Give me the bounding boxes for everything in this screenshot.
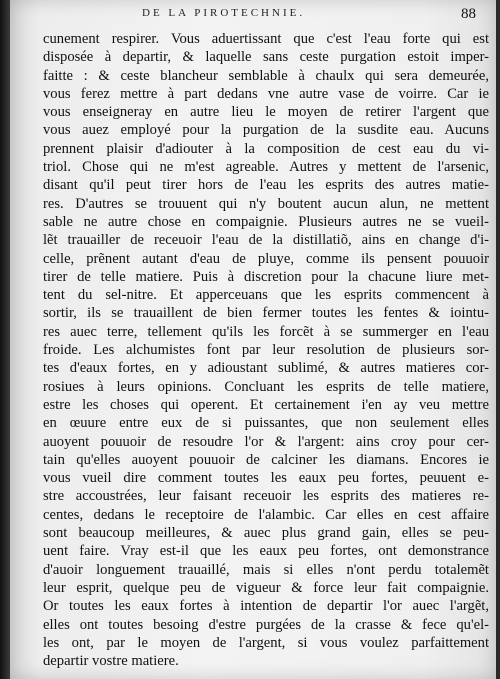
text-line-last: departir vostre matiere. [43,653,179,670]
text-line: prennent plaisir d'adiouter à la composition de cest eau du vi- [43,140,489,157]
body-text [43,30,489,670]
text-line: auoyent pouuoir de resoudre l'or & l'argent: ains croy pour cer- [43,433,489,450]
text-line: stre accoustrées, leur faisant receuoir les esprits des matieres re- [43,488,489,505]
text-line: celle, prẽnent autant d'eau de pluye, comme ils pensent pouuoir [43,250,489,267]
text-line: cunement respirer. Vous aduertissant que c'est l'eau forte qui est [43,31,489,47]
text-line: tirer de telle matiere. Puis à discretion pour la chacune liure met- [43,268,489,285]
text-line: lẽt trauailler de receuoir l'eau de la distillatiõ, ains en change d'i- [43,232,489,249]
text-line: uent faire. Vray est-il que les eaux peu fortes, ont demonstrance [43,543,489,560]
text-line: tain qu'elles auoyent pouuoir de calciner les diamans. Encores ie [43,451,489,468]
text-line: froide. Les alchumistes font par leur resolution de plusieurs sor- [43,342,489,359]
text-line: Or toutes les eaux fortes à intention de departir l'or auec l'argẽt, [43,598,489,615]
running-head: DE LA PIROTECHNIE. [142,7,306,19]
text-line: elles ont toutes besoing d'estre purgées de la crasse & fece qu'el- [43,616,489,633]
text-line: leur esprit, quelque peu de vigueur & force leur fait compaignie. [43,579,489,596]
text-line: faitte : & ceste blancheur semblable à chaulx qui sera demeurée, [43,67,489,84]
text-line: tent du sel-nitre. Et apperceuans que les esprits commencent à [43,287,489,304]
text-line: vous enseigneray en autre lieu le moyen de retirer l'argent que [43,104,489,121]
text-line: vous auez employé pour la purgation de la susdite eau. Aucuns [43,122,489,139]
text-line: vous vueil dire comment toutes les eaux peu fortes, peuuent e- [43,470,489,487]
text-line: sont beaucoup meilleures, & auec plus grand gain, elles se peu- [43,525,489,542]
text-line: disposée à departir, & laquelle sans ceste purgation estoit imper- [43,49,489,66]
page-number: 88 [461,6,476,22]
text-line: triol. Chose qui ne m'est agreable. Autres y mettent de l'arsenic, [43,159,489,176]
book-page [10,0,496,679]
page-left-edge-shadow [0,0,10,679]
text-line: res auec terre, tellement qu'ils les forcẽt à se summerger en l'eau [43,323,489,340]
text-line: sable ne autre chose en compaignie. Plusieurs autres ne se vueil- [43,213,489,230]
text-line: res. D'autres se trouuent qui n'y boutent aucun alun, ne mettent [43,195,489,212]
page-header [32,6,482,26]
text-line: en œuure entre eux de si puissantes, que non seulement elles [43,415,489,432]
text-line: les ont, par le moyen de l'argent, si vous voulez parfaittement [43,634,489,651]
text-line: d'auoir longuement trauaillé, mais si elles n'ont perdu totalemẽt [43,561,489,578]
text-line: vous ferez mettre à part dedans vne autre vase de voirre. Car ie [43,85,489,102]
text-line: sortir, ils se trauaillent de bien fermer toutes les fentes & iointu- [43,305,489,322]
text-line: tes d'eaux fortes, en y adioustant sublimé, & autres matieres cor- [43,360,489,377]
text-line: centes, dedans le receptoire de l'alambic. Car elles en cest affaire [43,506,489,523]
text-line: rosiues à leurs opinions. Concluant les esprits de telle matiere, [43,378,489,395]
text-line: disant qu'il peut tirer hors de l'eau les esprits des autres matie- [43,177,489,194]
text-line: estre les choses qui operent. Et certainement i'en ay veu mettre [43,396,489,413]
